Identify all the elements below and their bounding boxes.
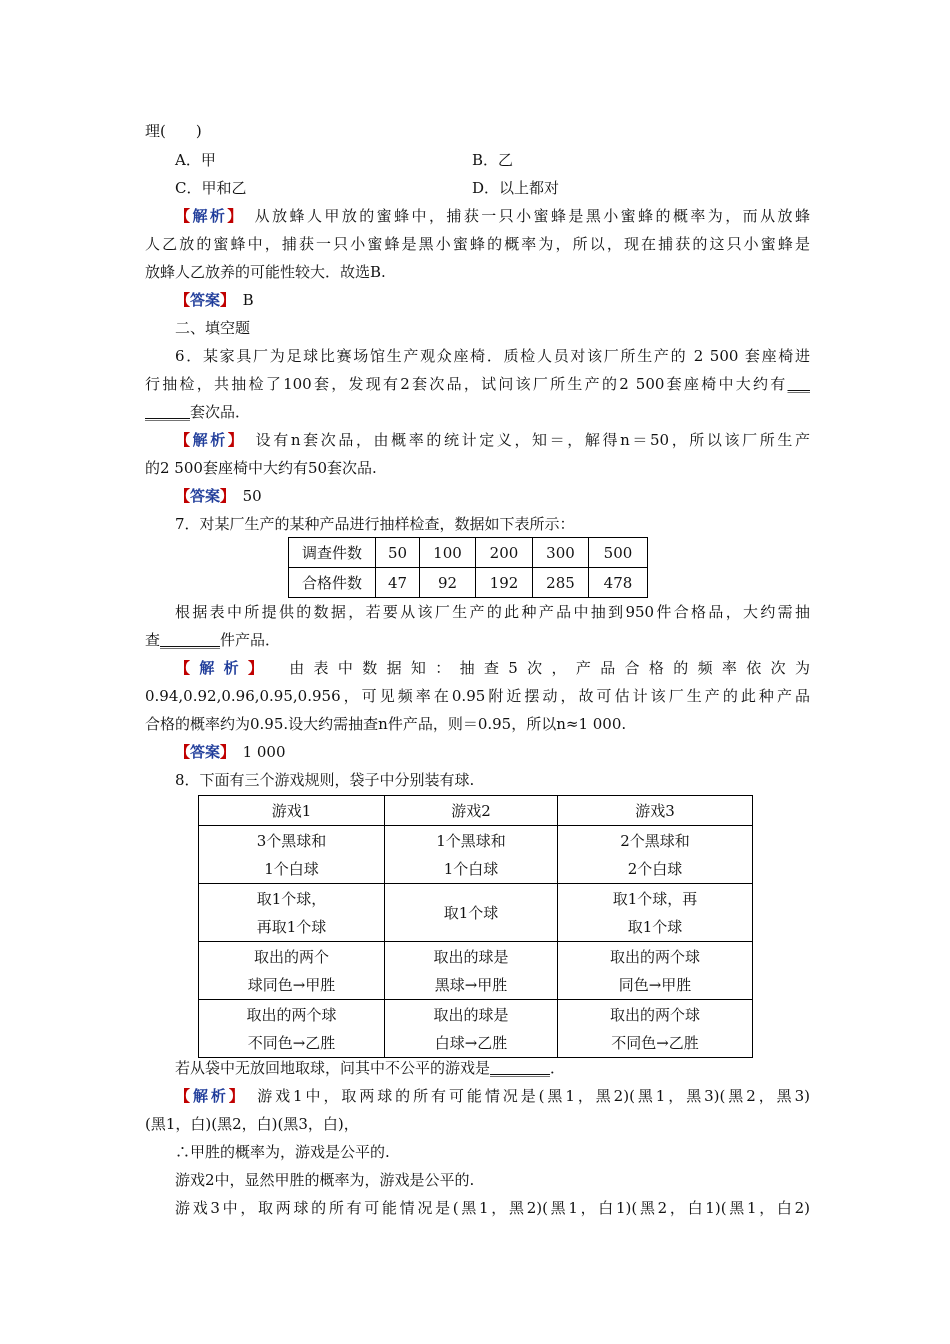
- answer-blank: ______: [145, 403, 190, 421]
- table-cell: 取出的两个球 同色→甲胜: [558, 942, 753, 1000]
- q6-line-3: ______套次品．: [145, 403, 251, 421]
- table-row: [289, 568, 648, 598]
- option-c: C．甲和乙: [175, 179, 247, 197]
- table-cell: 500: [589, 538, 648, 568]
- answer-blank: ________: [490, 1059, 551, 1077]
- table-cell: 合格件数: [289, 568, 376, 598]
- table-cell: 取出的两个球 不同色→乙胜: [199, 1000, 385, 1058]
- q7-stem: 7．对某厂生产的某种产品进行抽样检查，数据如下表所示：: [175, 515, 575, 533]
- analysis-tag: 【解析】: [175, 207, 238, 225]
- answer-tag: 【答案】: [175, 291, 228, 309]
- table-cell: 478: [589, 568, 648, 598]
- q5-answer: 【答案】 B: [175, 291, 254, 309]
- q7-analysis-line-3: 合格的概率约为0.95.设大约需抽查n件产品，则＝0.95，所以n≈1 000.: [145, 715, 627, 733]
- option-d: D．以上都对: [472, 179, 560, 197]
- q7-after-line-1: 根据表中所提供的数据，若要从该厂生产的此种产品中抽到950件合格品，大约需抽: [175, 603, 810, 621]
- table-cell: 192: [476, 568, 533, 598]
- table-cell: 取出的两个球 不同色→乙胜: [558, 1000, 753, 1058]
- answer-tag: 【答案】: [175, 487, 228, 505]
- table-header-cell: 游戏1: [199, 796, 385, 826]
- table-cell: 取出的两个 球同色→甲胜: [199, 942, 385, 1000]
- q6-analysis-line-1: 【解析】 设有n套次品，由概率的统计定义，知＝，解得n＝50，所以该厂所生产: [175, 431, 810, 449]
- q8-analysis-line-2: (黑1，白)(黑2，白)(黑3，白)，: [145, 1115, 359, 1133]
- table-header-cell: 游戏2: [385, 796, 558, 826]
- table-row: [289, 538, 648, 568]
- q8-analysis-line-4: 游戏2中，显然甲胜的概率为，游戏是公平的.: [175, 1171, 475, 1189]
- q8-question: 若从袋中无放回地取球，问其中不公平的游戏是________．: [175, 1059, 566, 1077]
- q7-analysis-line-2: 0.94,0.92,0.96,0.95,0.956，可见频率在0.95附近摆动，故可估计该厂生产的此种产品: [145, 687, 810, 705]
- table-cell: 取1个球: [385, 884, 558, 942]
- q5-analysis-line-1: 【解析】 从放蜂人甲放的蜜蜂中，捕获一只小蜜蜂是黑小蜜蜂的概率为，而从放蜂: [175, 207, 810, 225]
- question-5-stem-end: 理( ): [145, 122, 202, 140]
- table-row: [199, 796, 753, 826]
- option-a: A．甲: [175, 151, 216, 169]
- table-row: [199, 942, 753, 1000]
- q8-analysis-line-1: 【解析】 游戏1中，取两球的所有可能情况是(黑1，黑2)(黑1，黑3)(黑2，黑3): [175, 1087, 810, 1105]
- q5-analysis-line-2: 人乙放的蜜蜂中，捕获一只小蜜蜂是黑小蜜蜂的概率为，所以，现在捕获的这只小蜜蜂是: [145, 235, 810, 253]
- analysis-tag: 【解析】: [175, 659, 265, 677]
- q6-analysis-line-2: 的2 500套座椅中大约有50套次品.: [145, 459, 377, 477]
- table-cell: 300: [533, 538, 589, 568]
- analysis-tag: 【解析】: [175, 1087, 240, 1105]
- analysis-tag: 【解析】: [175, 431, 238, 449]
- table-header-cell: 游戏3: [558, 796, 753, 826]
- answer-tag: 【答案】: [175, 743, 228, 761]
- table-cell: 285: [533, 568, 589, 598]
- q5-analysis-line-3: 放蜂人乙放养的可能性较大．故选B.: [145, 263, 386, 281]
- table-cell: 取1个球，再 取1个球: [558, 884, 753, 942]
- q7-after-line-2: 查________件产品．: [145, 631, 281, 649]
- q7-answer: 【答案】 1 000: [175, 743, 286, 761]
- table-cell: 50: [376, 538, 420, 568]
- table-cell: 取出的球是 黑球→甲胜: [385, 942, 558, 1000]
- game-rules-table: [198, 795, 753, 1058]
- option-b: B．乙: [472, 151, 514, 169]
- q8-analysis-line-5: 游戏3中，取两球的所有可能情况是(黑1，黑2)(黑1，白1)(黑2，白1)(黑1，白2): [175, 1199, 810, 1217]
- table-cell: 200: [476, 538, 533, 568]
- table-cell: 取1个球， 再取1个球: [199, 884, 385, 942]
- section-title: 二、填空题: [175, 319, 251, 337]
- table-cell: 92: [420, 568, 476, 598]
- inspection-table: [288, 537, 648, 598]
- table-row: [199, 826, 753, 884]
- table-cell: 2个黑球和 2个白球: [558, 826, 753, 884]
- q7-analysis-line-1: 【解析】 由表中数据知：抽查5次，产品合格的频率依次为: [175, 659, 810, 677]
- q8-analysis-line-3: ∴甲胜的概率为，游戏是公平的.: [175, 1143, 390, 1161]
- table-cell: 取出的球是 白球→乙胜: [385, 1000, 558, 1058]
- q8-stem: 8．下面有三个游戏规则，袋子中分别装有球.: [175, 771, 475, 789]
- table-cell: 调查件数: [289, 538, 376, 568]
- table-row: [199, 1000, 753, 1058]
- answer-blank: ________: [160, 631, 221, 649]
- table-row: [199, 884, 753, 942]
- q6-line-1: 6．某家具厂为足球比赛场馆生产观众座椅．质检人员对该厂所生产的 2 500 套座椅进: [175, 347, 810, 365]
- table-cell: 1个黑球和 1个白球: [385, 826, 558, 884]
- table-cell: 47: [376, 568, 420, 598]
- answer-blank: ___: [787, 375, 810, 393]
- q6-answer: 【答案】 50: [175, 487, 262, 505]
- table-cell: 100: [420, 538, 476, 568]
- q6-line-2: 行抽检，共抽检了100套，发现有2套次品，试问该厂所生产的2 500套座椅中大约有___: [145, 375, 810, 393]
- table-cell: 3个黑球和 1个白球: [199, 826, 385, 884]
